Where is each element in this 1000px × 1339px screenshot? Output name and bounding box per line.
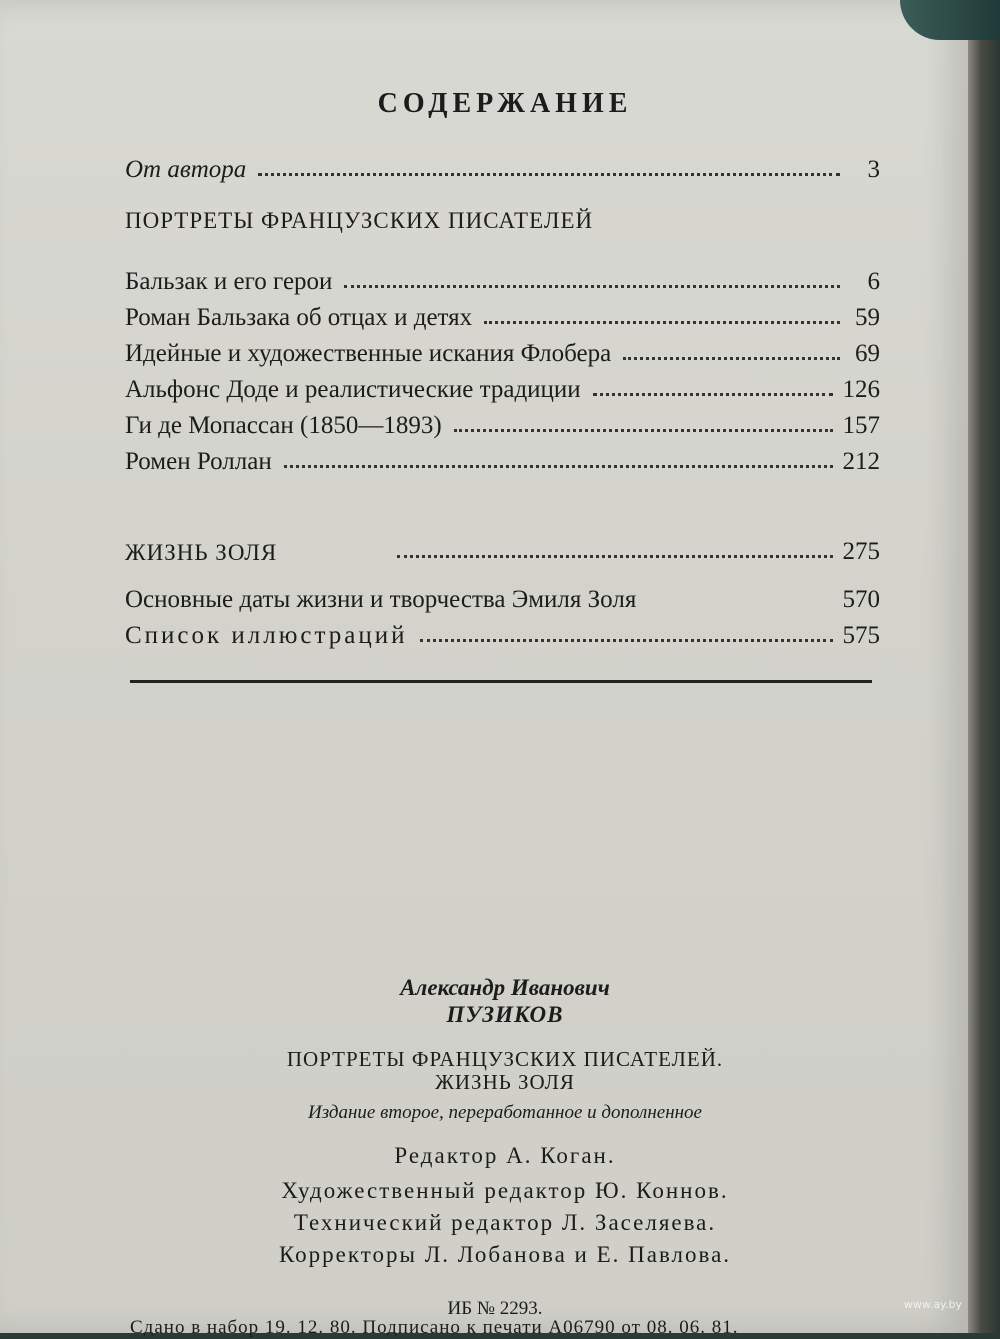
ib-number: ИБ № 2293. <box>447 1298 543 1319</box>
leader-dots <box>344 285 840 288</box>
credit-tech-editor: Технический редактор Л. Заселяева. <box>293 1210 717 1235</box>
toc-label: Идейные и художественные искания Флобера <box>125 340 612 367</box>
divider-rule <box>130 680 872 683</box>
toc-row <box>125 616 880 650</box>
toc-page: 6 <box>867 268 880 295</box>
edition-note: Издание второе, переработанное и дополненное <box>308 1102 702 1123</box>
toc-row <box>125 406 880 440</box>
section-heading-portraits: ПОРТРЕТЫ ФРАНЦУЗСКИХ ПИСАТЕЛЕЙ <box>125 208 594 233</box>
watermark: www.ay.by <box>903 1298 962 1311</box>
toc-page: 212 <box>842 448 880 475</box>
toc-page: 570 <box>842 586 880 613</box>
credit-editor: Редактор А. Коган. <box>394 1143 616 1168</box>
toc-label: ЖИЗНЬ ЗОЛЯ <box>125 540 278 565</box>
book-title-line1: ПОРТРЕТЫ ФРАНЦУЗСКИХ ПИСАТЕЛЕЙ. <box>286 1047 724 1071</box>
toc-label: Ромен Роллан <box>125 448 272 475</box>
toc-row <box>125 334 880 368</box>
toc-row-zola <box>125 532 880 566</box>
toc-page: 69 <box>855 340 880 367</box>
leader-dots <box>258 173 840 176</box>
toc-label: Список иллюстраций <box>125 622 408 649</box>
book-spine-edge <box>968 0 1000 1333</box>
page-title: СОДЕРЖАНИЕ <box>377 88 633 119</box>
author-surname: ПУЗИКОВ <box>446 1002 564 1027</box>
print-info: Сдано в набор 19. 12. 80. Подписано к печати А06790 от 08. 06. 81. <box>130 1317 739 1338</box>
book-title-line2: ЖИЗНЬ ЗОЛЯ <box>435 1070 575 1094</box>
toc-label: Бальзак и его герои <box>125 268 333 295</box>
leader-dots <box>484 321 840 324</box>
leader-dots <box>593 393 833 396</box>
toc-page: 575 <box>842 622 880 649</box>
leader-dots <box>420 639 833 642</box>
toc-page: 275 <box>842 538 880 565</box>
toc-label: Альфонс Доде и реалистические традиции <box>125 376 581 403</box>
toc-row <box>125 442 880 476</box>
toc-label: От автора <box>125 156 247 183</box>
leader-dots <box>454 429 833 432</box>
toc-label: Роман Бальзака об отцах и детях <box>125 304 473 331</box>
toc-label: Основные даты жизни и творчества Эмиля Золя <box>125 586 637 613</box>
toc-page: 3 <box>867 156 880 183</box>
toc-row <box>125 298 880 332</box>
leader-dots <box>284 465 833 468</box>
leader-dots <box>623 357 840 360</box>
toc-row <box>125 262 880 296</box>
toc-page: 59 <box>855 304 880 331</box>
author-name: Александр Иванович <box>400 975 610 1000</box>
leader-dots <box>397 555 832 558</box>
credit-art-editor: Художественный редактор Ю. Коннов. <box>281 1178 729 1203</box>
credit-proofreaders: Корректоры Л. Лобанова и Е. Павлова. <box>278 1242 732 1267</box>
toc-row <box>125 370 880 404</box>
toc-page: 157 <box>842 412 880 439</box>
toc-row <box>125 580 880 614</box>
toc-page: 126 <box>842 376 880 403</box>
toc-label: Ги де Мопассан (1850—1893) <box>125 412 442 439</box>
toc-row-foreword <box>125 150 880 184</box>
